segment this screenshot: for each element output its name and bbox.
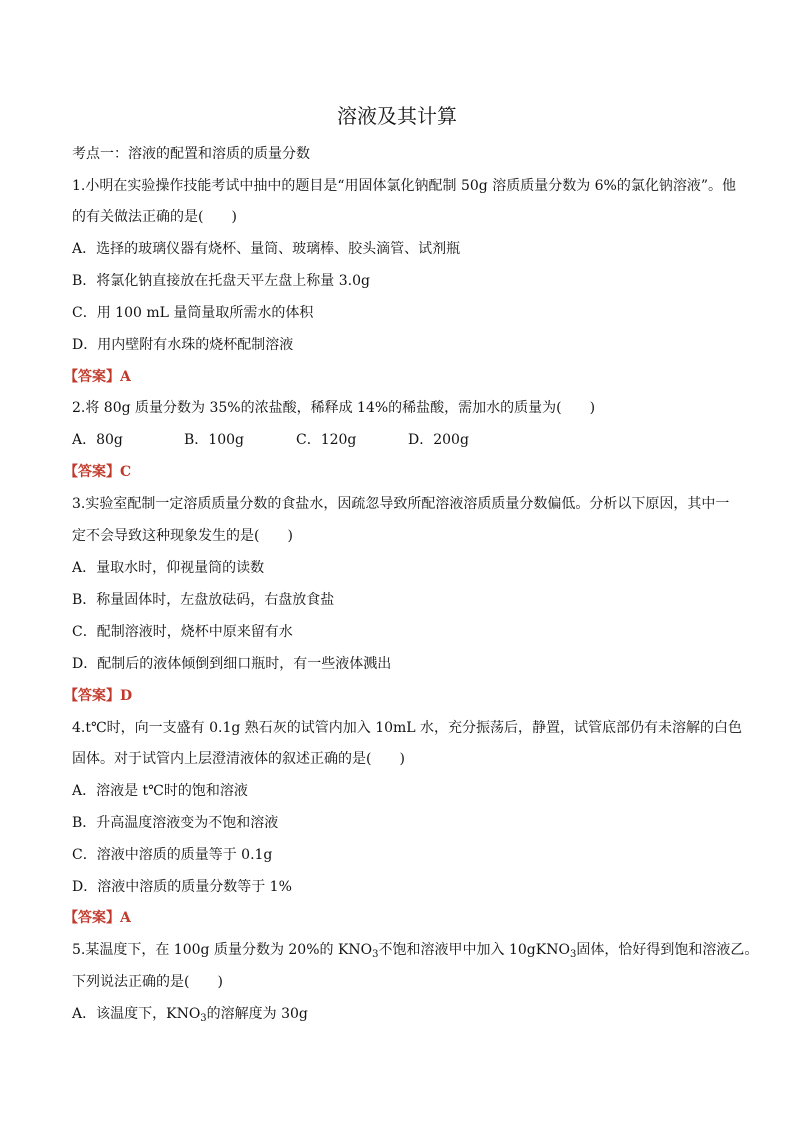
- answer-value: A: [120, 910, 131, 926]
- question-4-answer: [64, 908, 728, 928]
- question-5-option-a: [72, 1004, 736, 1024]
- question-2-option-d: D．200g: [408, 432, 469, 448]
- question-3-option-a: A．量取水时，仰视量筒的读数: [72, 560, 265, 576]
- question-3-answer: [64, 686, 728, 706]
- answer-value: A: [120, 369, 131, 385]
- question-4-line-1: 4.t℃时，向一支盛有 0.1g 熟石灰的试管内加入 10mL 水，充分振荡后，静置，试管底部仍有未溶解的白色: [72, 720, 743, 736]
- section-heading: 考点一：溶液的配置和溶质的质量分数: [72, 146, 310, 162]
- q5-subscript: 3: [200, 1013, 207, 1024]
- question-1-line-1: 1.小明在实验操作技能考试中抽中的题目是“用固体氯化钠配制 50g 溶质质量分数为 6%的氯化钠溶液”。他: [72, 178, 737, 194]
- question-3-option-b: B．称量固体时，左盘放砝码，右盘放食盐: [72, 592, 335, 608]
- q5-option-a-part: 的溶解度为 30g: [206, 1006, 308, 1022]
- q5-subscript: 3: [372, 949, 379, 960]
- question-5-line-2: 下列说法正确的是( ): [72, 974, 223, 990]
- answer-value: D: [120, 688, 133, 704]
- q5-subscript: 3: [569, 949, 577, 960]
- question-3-option-c: C．配制溶液时，烧杯中原来留有水: [72, 624, 293, 640]
- answer-value: C: [120, 464, 132, 480]
- question-3-option-d: D．配制后的液体倾倒到细口瓶时，有一些液体溅出: [72, 656, 392, 672]
- q5-text-part: 固体，恰好得到饱和溶液乙。: [576, 942, 759, 958]
- question-1-option-c: C．用 100 mL 量筒量取所需水的体积: [72, 305, 314, 321]
- question-1-option-b: B．将氯化钠直接放在托盘天平左盘上称量 3.0g: [72, 273, 370, 289]
- question-3-line-1: 3.实验室配制一定溶质质量分数的食盐水，因疏忽导致所配溶液溶质质量分数偏低。分析以下原因，其中一: [72, 496, 730, 512]
- question-4-line-2: 固体。对于试管内上层澄清液体的叙述正确的是( ): [72, 751, 405, 767]
- question-1-answer: [64, 367, 728, 387]
- question-2-line-1: 2.将 80g 质量分数为 35%的浓盐酸，稀释成 14%的稀盐酸，需加水的质量为( ): [72, 400, 596, 416]
- question-2-options: [72, 430, 736, 450]
- answer-label: 【答案】: [64, 910, 120, 926]
- answer-label: 【答案】: [64, 369, 120, 385]
- question-2-answer: [64, 462, 728, 482]
- question-1-line-2: 的有关做法正确的是( ): [72, 209, 237, 225]
- q5-text-part: 不饱和溶液甲中加入 10gKNO: [378, 942, 570, 958]
- answer-label: 【答案】: [64, 464, 120, 480]
- page-title: 溶液及其计算: [337, 104, 457, 128]
- question-5-line-1: [72, 940, 759, 960]
- question-1-option-a: A．选择的玻璃仪器有烧杯、量筒、玻璃棒、胶头滴管、试剂瓶: [72, 241, 461, 257]
- question-2-option-c: C．120g: [296, 432, 357, 448]
- question-4-option-d: D．溶液中溶质的质量分数等于 1%: [72, 879, 292, 895]
- question-4-option-a: A．溶液是 t℃时的饱和溶液: [72, 783, 248, 799]
- question-3-line-2: 定不会导致这种现象发生的是( ): [72, 528, 293, 544]
- question-1-option-d: D．用内壁附有水珠的烧杯配制溶液: [72, 337, 294, 353]
- q5-option-a-part: A．该温度下，KNO: [72, 1006, 201, 1022]
- q5-text-part: 5.某温度下，在 100g 质量分数为 20%的 KNO: [72, 942, 373, 958]
- question-2-option-b: B．100g: [184, 432, 244, 448]
- question-2-option-a: A．80g: [72, 432, 123, 448]
- question-4-option-b: B．升高温度溶液变为不饱和溶液: [72, 815, 279, 831]
- question-4-option-c: C．溶液中溶质的质量等于 0.1g: [72, 847, 273, 863]
- answer-label: 【答案】: [64, 688, 120, 704]
